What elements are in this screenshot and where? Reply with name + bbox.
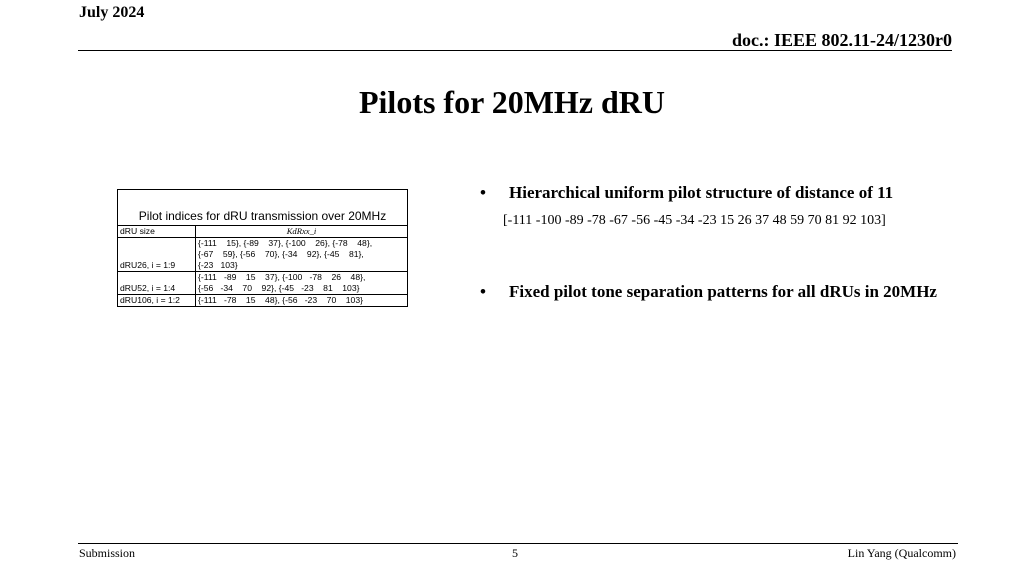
table-cell-values: {-111 -78 15 48}, {-56 -23 70 103} (196, 295, 408, 307)
table-header-row (118, 226, 408, 238)
table-cell-values: {-111 15}, {-89 37}, {-100 26}, {-78 48}, {-67 59}, {-56 70}, {-34 92}, {-45 81}, {-23 103} (196, 238, 408, 272)
table-caption-row (118, 190, 408, 226)
header-divider (78, 50, 952, 51)
footer-author: Lin Yang (Qualcomm) (847, 546, 956, 560)
slide-title: Pilots for 20MHz dRU (358, 84, 666, 120)
bullet-text: Fixed pilot tone separation patterns for all dRUs in 20MHz (509, 282, 937, 301)
table-header-kdr: KdRxx_i (196, 226, 408, 238)
table-row (118, 295, 408, 307)
table-caption: Pilot indices for dRU transmission over 20MHz (118, 190, 408, 226)
table-cell-size: dRU52, i = 1:4 (118, 272, 196, 295)
table-cell-size: dRU26, i = 1:9 (118, 238, 196, 272)
footer-divider (78, 543, 958, 544)
table-cell-size: dRU106, i = 1:2 (118, 295, 196, 307)
table-header-size: dRU size (118, 226, 196, 238)
table-row (118, 238, 408, 272)
table-row (118, 272, 408, 295)
pilot-indices-table (117, 189, 408, 307)
header-doc-id: doc.: IEEE 802.11-24/1230r0 (731, 30, 952, 50)
header-date: July 2024 (79, 4, 145, 21)
bullet-text: Hierarchical uniform pilot structure of distance of 11 (509, 183, 894, 202)
footer-submission: Submission (79, 546, 136, 560)
bullet-marker: • (480, 183, 486, 202)
pilot-index-list: [-111 -100 -89 -78 -67 -56 -45 -34 -23 15 26 37 48 59 70 81 92 103] (503, 213, 886, 228)
table-cell-values: {-111 -89 15 37}, {-100 -78 26 48}, {-56 -34 70 92}, {-45 -23 81 103} (196, 272, 408, 295)
bullet-marker: • (480, 282, 486, 301)
page-number: 5 (512, 546, 518, 560)
